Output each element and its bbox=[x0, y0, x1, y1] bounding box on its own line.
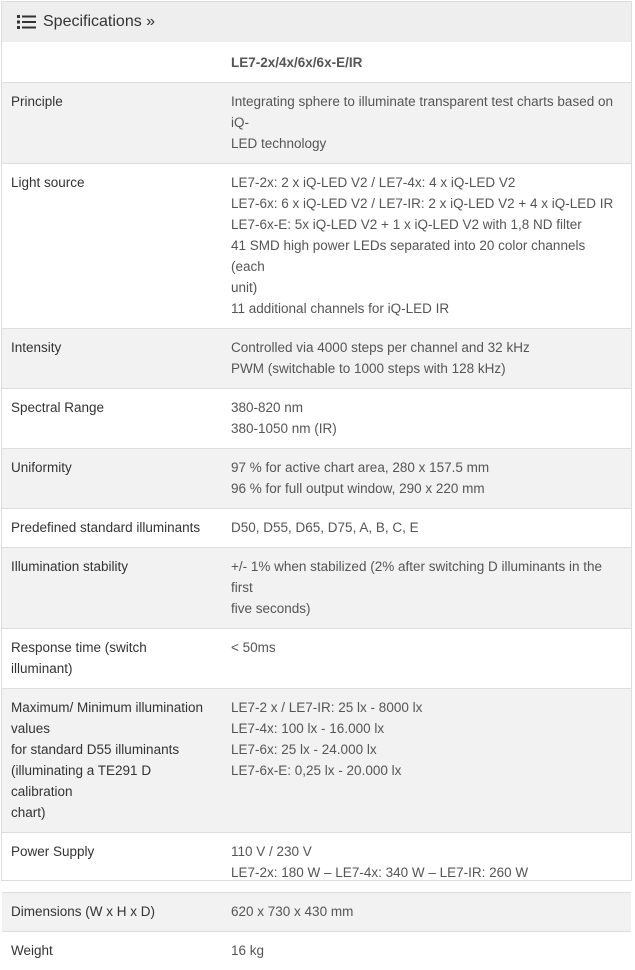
spec-value: LE7-2 x / LE7-IR: 25 lx - 8000 lx LE7-4x: 100 lx - 16.000 lx LE7-6x: 25 lx - 24.000 lx LE7-6x-E: 0,25 lx - 20.000 lx bbox=[221, 689, 631, 833]
spec-label: Power Supply bbox=[2, 833, 221, 893]
spec-value: +/- 1% when stabilized (2% after switching D illuminants in the first five seconds) bbox=[221, 548, 631, 629]
spec-label: Dimensions (W x H x D) bbox=[2, 893, 221, 932]
table-header-row bbox=[2, 42, 631, 83]
spec-label: Uniformity bbox=[2, 449, 221, 509]
spec-value: Controlled via 4000 steps per channel and 32 kHz PWM (switchable to 1000 steps with 128 kHz) bbox=[221, 329, 631, 389]
table-row bbox=[2, 83, 631, 164]
table-row bbox=[2, 893, 631, 932]
specifications-panel bbox=[1, 1, 632, 881]
table-row bbox=[2, 932, 631, 970]
spec-label: Illumination stability bbox=[2, 548, 221, 629]
spec-label: Weight bbox=[2, 932, 221, 970]
spec-label: Intensity bbox=[2, 329, 221, 389]
spec-value: Integrating sphere to illuminate transparent test charts based on iQ- LED technology bbox=[221, 83, 631, 164]
spec-value: < 50ms bbox=[221, 629, 631, 689]
spec-value: 16 kg bbox=[221, 932, 631, 970]
list-icon bbox=[17, 14, 37, 30]
spec-value: LE7-2x: 2 x iQ-LED V2 / LE7-4x: 4 x iQ-LED V2 LE7-6x: 6 x iQ-LED V2 / LE7-IR: 2 x iQ-LED V2 + 4 x iQ-LED IR LE7-6x-E: 5x iQ-LED V2 + 1 x iQ-LED V2 with 1,8 ND filter 41 SMD high power LEDs separated into 20 color channels (each unit) 11 additional channels for iQ-LED IR bbox=[221, 164, 631, 329]
spec-label: Principle bbox=[2, 83, 221, 164]
spec-label: Spectral Range bbox=[2, 389, 221, 449]
specifications-toggle[interactable] bbox=[2, 2, 631, 42]
table-row bbox=[2, 509, 631, 548]
panel-title: Specifications » bbox=[43, 13, 155, 31]
table-row bbox=[2, 833, 631, 893]
specifications-table bbox=[2, 42, 631, 970]
table-row bbox=[2, 389, 631, 449]
table-row bbox=[2, 548, 631, 629]
model-header: LE7-2x/4x/6x/6x-E/IR bbox=[221, 42, 631, 83]
spec-value: 620 x 730 x 430 mm bbox=[221, 893, 631, 932]
spec-value: 110 V / 230 V LE7-2x: 180 W – LE7-4x: 340 W – LE7-IR: 260 W bbox=[221, 833, 631, 893]
table-row bbox=[2, 329, 631, 389]
header-label-cell bbox=[2, 42, 221, 83]
spec-value: D50, D55, D65, D75, A, B, C, E bbox=[221, 509, 631, 548]
table-row bbox=[2, 629, 631, 689]
spec-label: Light source bbox=[2, 164, 221, 329]
spec-label: Response time (switch illuminant) bbox=[2, 629, 221, 689]
spec-label: Maximum/ Minimum illumination values for standard D55 illuminants (illuminating a TE291 D calibration chart) bbox=[2, 689, 221, 833]
spec-label: Predefined standard illuminants bbox=[2, 509, 221, 548]
spec-value: 380-820 nm 380-1050 nm (IR) bbox=[221, 389, 631, 449]
table-row bbox=[2, 689, 631, 833]
spec-value: 97 % for active chart area, 280 x 157.5 mm 96 % for full output window, 290 x 220 mm bbox=[221, 449, 631, 509]
table-row bbox=[2, 449, 631, 509]
table-row bbox=[2, 164, 631, 329]
